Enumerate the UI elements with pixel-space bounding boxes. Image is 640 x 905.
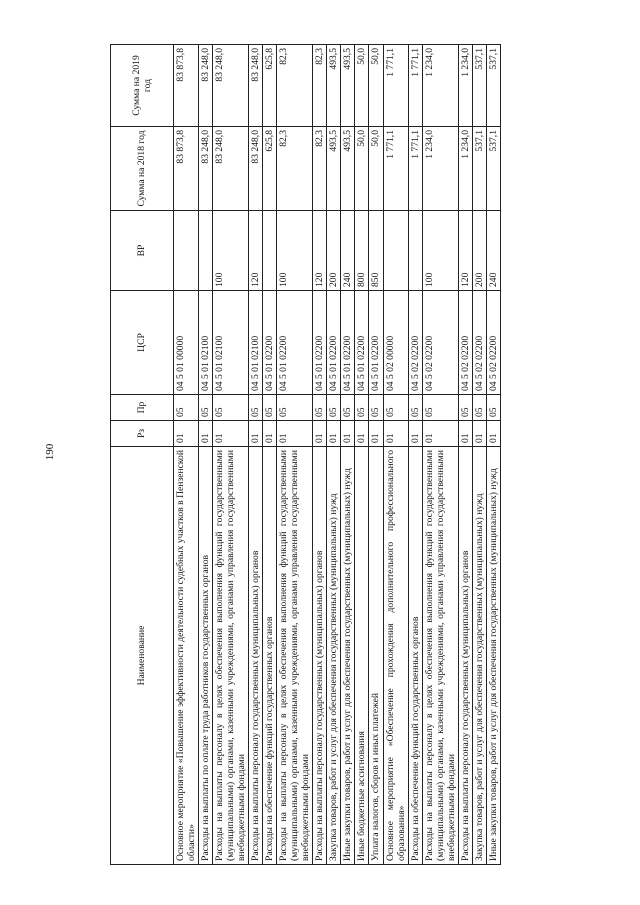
table-row bbox=[313, 45, 327, 865]
cell-csr: 04 5 01 02100 bbox=[213, 291, 249, 395]
cell-rz: 01 bbox=[355, 421, 369, 447]
cell-vr: 200 bbox=[327, 211, 341, 291]
cell-rz: 01 bbox=[174, 421, 199, 447]
cell-sum-2018: 83 248,0 bbox=[199, 127, 213, 211]
cell-vr: 120 bbox=[313, 211, 327, 291]
table-row bbox=[199, 45, 213, 865]
cell-pr: 05 bbox=[327, 395, 341, 421]
cell-sum-2018: 625,8 bbox=[263, 127, 277, 211]
cell-sum-2018: 537,1 bbox=[472, 127, 486, 211]
cell-name: Расходы на выплаты персоналу государственных (муниципальных) органов bbox=[249, 447, 263, 865]
table-row bbox=[249, 45, 263, 865]
table-row bbox=[458, 45, 472, 865]
cell-sum-2018: 50,0 bbox=[355, 127, 369, 211]
table-row bbox=[174, 45, 199, 865]
table-row bbox=[422, 45, 458, 865]
cell-vr bbox=[408, 211, 422, 291]
cell-rz: 01 bbox=[383, 421, 408, 447]
cell-name: Расходы на выплаты персоналу государственных (муниципальных) органов bbox=[313, 447, 327, 865]
cell-vr: 200 bbox=[472, 211, 486, 291]
cell-sum-2018: 1 771,1 bbox=[408, 127, 422, 211]
cell-sum-2018: 83 873,8 bbox=[174, 127, 199, 211]
cell-csr: 04 5 01 02200 bbox=[313, 291, 327, 395]
cell-sum-2019: 83 248,0 bbox=[199, 45, 213, 127]
cell-pr: 05 bbox=[458, 395, 472, 421]
cell-name: Основное мероприятие «Повышение эффективности деятельности судебных участков в Пензенской области» bbox=[174, 447, 199, 865]
cell-sum-2019: 625,8 bbox=[263, 45, 277, 127]
cell-sum-2019: 83 248,0 bbox=[249, 45, 263, 127]
cell-name: Закупка товаров, работ и услуг для обеспечения государственных (муниципальных) нужд bbox=[327, 447, 341, 865]
cell-sum-2019: 493,5 bbox=[341, 45, 355, 127]
cell-name: Расходы на выплаты персоналу государственных (муниципальных) органов bbox=[458, 447, 472, 865]
cell-csr: 04 5 01 02200 bbox=[277, 291, 313, 395]
table-row bbox=[383, 45, 408, 865]
cell-sum-2018: 1 234,0 bbox=[458, 127, 472, 211]
header-pr: Пр bbox=[111, 395, 174, 421]
table-row bbox=[369, 45, 383, 865]
table-row bbox=[327, 45, 341, 865]
cell-rz: 01 bbox=[249, 421, 263, 447]
budget-table bbox=[110, 44, 501, 865]
cell-vr: 120 bbox=[458, 211, 472, 291]
cell-rz: 01 bbox=[422, 421, 458, 447]
header-rz: Рз bbox=[111, 421, 174, 447]
cell-sum-2019: 537,1 bbox=[486, 45, 500, 127]
table-row bbox=[263, 45, 277, 865]
cell-pr: 05 bbox=[341, 395, 355, 421]
cell-vr: 240 bbox=[486, 211, 500, 291]
cell-csr: 04 5 02 02200 bbox=[422, 291, 458, 395]
cell-rz: 01 bbox=[327, 421, 341, 447]
cell-sum-2018: 50,0 bbox=[369, 127, 383, 211]
cell-csr: 04 5 02 00000 bbox=[383, 291, 408, 395]
table-row bbox=[213, 45, 249, 865]
table-row bbox=[341, 45, 355, 865]
cell-sum-2018: 83 248,0 bbox=[213, 127, 249, 211]
cell-name: Расходы на выплаты персоналу в целях обеспечения выполнения функций государственными (муниципальными) органами, казенными учреждениями, органами управления государственными внебюджетными фондами bbox=[277, 447, 313, 865]
cell-name: Закупка товаров, работ и услуг для обеспечения государственных (муниципальных) нужд bbox=[472, 447, 486, 865]
cell-vr: 100 bbox=[213, 211, 249, 291]
cell-vr: 850 bbox=[369, 211, 383, 291]
cell-pr: 05 bbox=[263, 395, 277, 421]
cell-sum-2018: 493,5 bbox=[327, 127, 341, 211]
header-vr: ВР bbox=[111, 211, 174, 291]
header-csr: ЦСР bbox=[111, 291, 174, 395]
cell-csr: 04 5 01 02100 bbox=[249, 291, 263, 395]
cell-pr: 05 bbox=[486, 395, 500, 421]
cell-sum-2019: 50,0 bbox=[355, 45, 369, 127]
cell-rz: 01 bbox=[213, 421, 249, 447]
cell-sum-2018: 82,3 bbox=[277, 127, 313, 211]
cell-sum-2019: 83 873,8 bbox=[174, 45, 199, 127]
cell-csr: 04 5 01 00000 bbox=[174, 291, 199, 395]
cell-csr: 04 5 02 02200 bbox=[458, 291, 472, 395]
cell-sum-2019: 82,3 bbox=[277, 45, 313, 127]
cell-name: Иные закупки товаров, работ и услуг для обеспечения государственных (муниципальных) нужд bbox=[341, 447, 355, 865]
cell-csr: 04 5 02 02200 bbox=[472, 291, 486, 395]
cell-sum-2018: 82,3 bbox=[313, 127, 327, 211]
cell-pr: 05 bbox=[213, 395, 249, 421]
cell-sum-2019: 1 234,0 bbox=[458, 45, 472, 127]
cell-rz: 01 bbox=[199, 421, 213, 447]
cell-vr bbox=[174, 211, 199, 291]
table-row bbox=[472, 45, 486, 865]
cell-vr bbox=[383, 211, 408, 291]
cell-name: Иные бюджетные ассигнования bbox=[355, 447, 369, 865]
cell-csr: 04 5 02 02200 bbox=[408, 291, 422, 395]
cell-rz: 01 bbox=[472, 421, 486, 447]
cell-name: Расходы на обеспечение функций государственных органов bbox=[408, 447, 422, 865]
cell-sum-2019: 1 234,0 bbox=[422, 45, 458, 127]
table-row bbox=[408, 45, 422, 865]
cell-rz: 01 bbox=[263, 421, 277, 447]
cell-pr: 05 bbox=[249, 395, 263, 421]
cell-rz: 01 bbox=[369, 421, 383, 447]
cell-name: Расходы на выплаты по оплате труда работников государственных органов bbox=[199, 447, 213, 865]
cell-vr: 800 bbox=[355, 211, 369, 291]
cell-vr: 100 bbox=[277, 211, 313, 291]
cell-rz: 01 bbox=[341, 421, 355, 447]
table-body bbox=[174, 45, 501, 865]
cell-sum-2019: 83 248,0 bbox=[213, 45, 249, 127]
cell-sum-2018: 1 771,1 bbox=[383, 127, 408, 211]
cell-sum-2019: 1 771,1 bbox=[408, 45, 422, 127]
cell-pr: 05 bbox=[355, 395, 369, 421]
cell-pr: 05 bbox=[408, 395, 422, 421]
cell-sum-2019: 537,1 bbox=[472, 45, 486, 127]
cell-sum-2019: 50,0 bbox=[369, 45, 383, 127]
table-row bbox=[355, 45, 369, 865]
header-sum-2018: Сумма на 2018 год bbox=[111, 127, 174, 211]
cell-csr: 04 5 01 02200 bbox=[263, 291, 277, 395]
cell-sum-2018: 83 248,0 bbox=[249, 127, 263, 211]
cell-sum-2019: 1 771,1 bbox=[383, 45, 408, 127]
cell-name: Расходы на обеспечение функций государственных органов bbox=[263, 447, 277, 865]
cell-name: Расходы на выплаты персоналу в целях обеспечения выполнения функций государственными (муниципальными) органами, казенными учреждениями, органами управления государственными внебюджетными фондами bbox=[422, 447, 458, 865]
page-number: 190 bbox=[44, 443, 56, 461]
cell-rz: 01 bbox=[486, 421, 500, 447]
cell-sum-2018: 537,1 bbox=[486, 127, 500, 211]
cell-rz: 01 bbox=[458, 421, 472, 447]
cell-sum-2019: 82,3 bbox=[313, 45, 327, 127]
cell-pr: 05 bbox=[422, 395, 458, 421]
cell-pr: 05 bbox=[277, 395, 313, 421]
cell-sum-2018: 493,5 bbox=[341, 127, 355, 211]
header-row bbox=[111, 45, 174, 865]
table-row bbox=[486, 45, 500, 865]
cell-name: Иные закупки товаров, работ и услуг для обеспечения государственных (муниципальных) нужд bbox=[486, 447, 500, 865]
cell-pr: 05 bbox=[199, 395, 213, 421]
cell-vr: 120 bbox=[249, 211, 263, 291]
cell-csr: 04 5 01 02200 bbox=[369, 291, 383, 395]
cell-csr: 04 5 01 02200 bbox=[327, 291, 341, 395]
cell-vr bbox=[199, 211, 213, 291]
cell-sum-2019: 493,5 bbox=[327, 45, 341, 127]
cell-csr: 04 5 01 02200 bbox=[341, 291, 355, 395]
cell-pr: 05 bbox=[369, 395, 383, 421]
table-header bbox=[111, 45, 174, 865]
cell-pr: 05 bbox=[383, 395, 408, 421]
cell-pr: 05 bbox=[313, 395, 327, 421]
table-row bbox=[277, 45, 313, 865]
cell-vr: 100 bbox=[422, 211, 458, 291]
cell-vr: 240 bbox=[341, 211, 355, 291]
cell-pr: 05 bbox=[472, 395, 486, 421]
cell-name: Основное мероприятие «Обеспечение прохождения дополнительного профессионального образования» bbox=[383, 447, 408, 865]
cell-csr: 04 5 01 02100 bbox=[199, 291, 213, 395]
cell-sum-2018: 1 234,0 bbox=[422, 127, 458, 211]
cell-vr bbox=[263, 211, 277, 291]
cell-name: Расходы на выплаты персоналу в целях обеспечения выполнения функций государственными (муниципальными) органами, казенными учреждениями, органами управления государственными внебюджетными фондами bbox=[213, 447, 249, 865]
rotated-page-content bbox=[110, 45, 545, 865]
header-sum-2019: Сумма на 2019 год bbox=[111, 45, 174, 127]
cell-rz: 01 bbox=[408, 421, 422, 447]
cell-rz: 01 bbox=[313, 421, 327, 447]
header-name: Наименование bbox=[111, 447, 174, 865]
cell-rz: 01 bbox=[277, 421, 313, 447]
cell-csr: 04 5 01 02200 bbox=[355, 291, 369, 395]
cell-pr: 05 bbox=[174, 395, 199, 421]
cell-csr: 04 5 02 02200 bbox=[486, 291, 500, 395]
cell-name: Уплата налогов, сборов и иных платежей bbox=[369, 447, 383, 865]
